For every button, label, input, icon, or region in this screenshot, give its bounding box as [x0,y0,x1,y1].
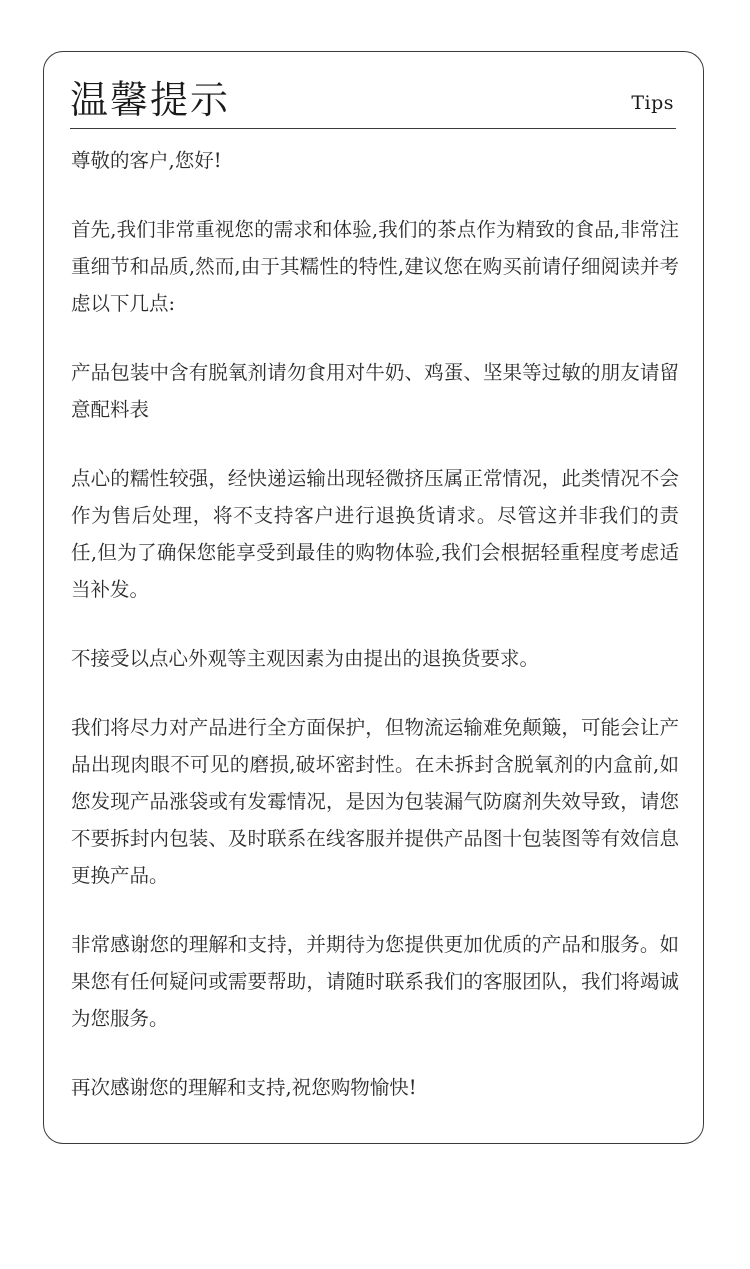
notice-header [70,76,676,129]
paragraph-intro: 首先,我们非常重视您的需求和体验,我们的茶点作为精致的食品,非常注重细节和品质,然而,由于其糯性的特性,建议您在购买前请仔细阅读并考虑以下几点: [71,218,679,315]
notice-content [71,142,679,1106]
greeting-text: 尊敬的客户,您好! [71,149,222,172]
paragraph-appearance: 不接受以点心外观等主观因素为由提出的退换货要求。 [71,647,540,670]
tips-label: Tips [631,92,674,114]
closing-text: 再次感谢您的理解和支持,祝您购物愉快! [71,1076,417,1099]
paragraph-shipping: 我们将尽力对产品进行全方面保护，但物流运输难免颠簸，可能会让产品出现肉眼不可见的磨损,破坏密封性。在未拆封含脱氧剂的内盒前,如您发现产品涨袋或有发霉情况，是因为包装漏气防腐剂失效导致，请您不要拆封内包装、及时联系在线客服并提供产品图十包装图等有效信息更换产品。 [71,716,679,887]
paragraph-thanks: 非常感谢您的理解和支持，并期待为您提供更加优质的产品和服务。如果您有任何疑问或需要帮助，请随时联系我们的客服团队，我们将竭诚为您服务。 [71,933,679,1030]
paragraph-allergy: 产品包装中含有脱氧剂请勿食用对牛奶、鸡蛋、坚果等过敏的朋友请留意配料表 [71,361,679,421]
notice-card [43,51,704,1144]
paragraph-texture: 点心的糯性较强，经快递运输出现轻微挤压属正常情况，此类情况不会作为售后处理，将不支持客户进行退换货请求。尽管这并非我们的责任,但为了确保您能享受到最佳的购物体验,我们会根据轻重程度考虑适当补发。 [71,467,679,601]
notice-title: 温馨提示 [70,78,231,122]
